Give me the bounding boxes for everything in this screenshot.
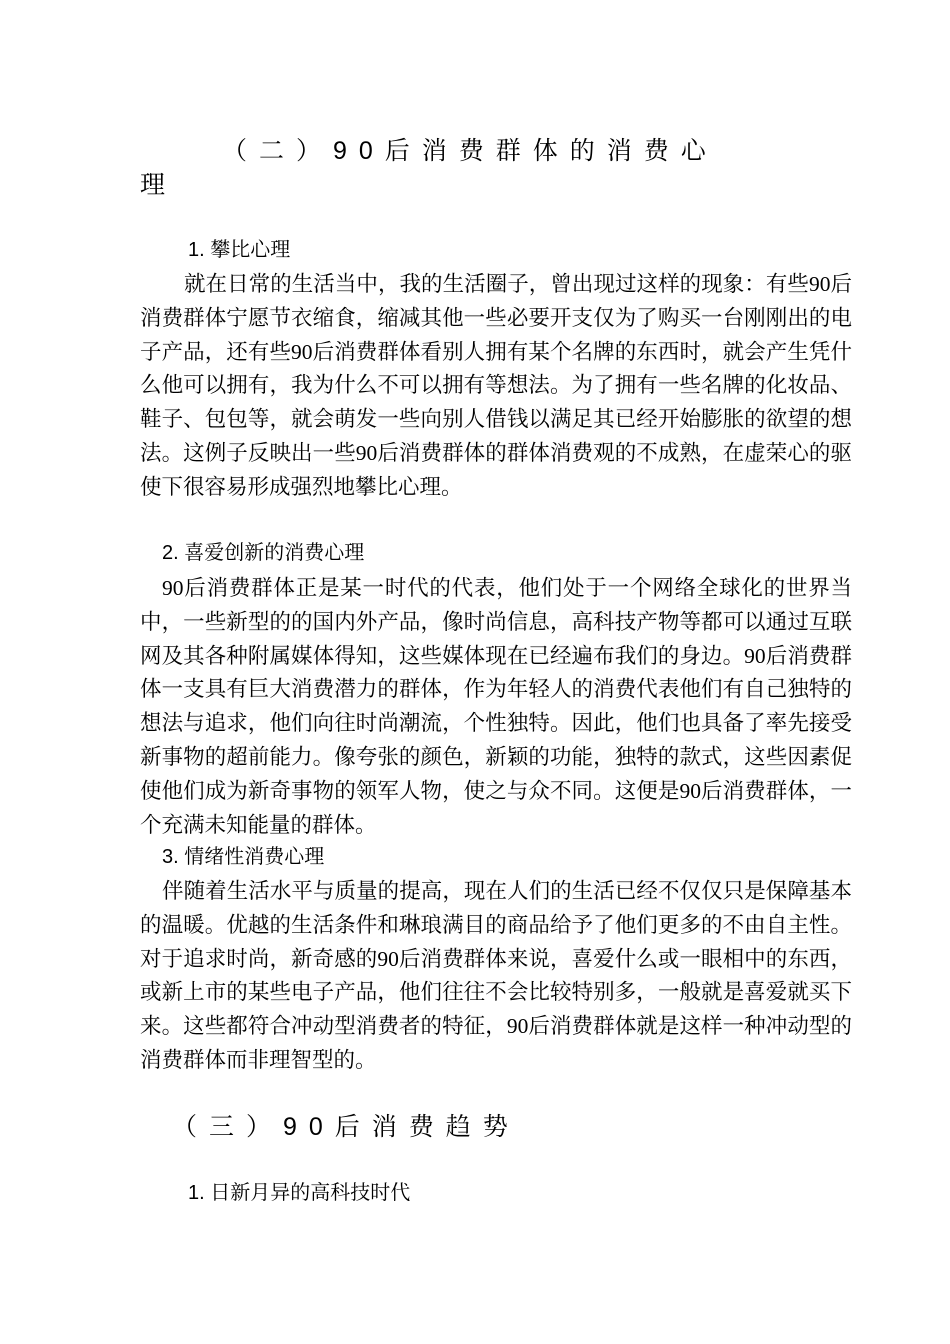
subsection-3-title: 3. 情绪性消费心理 (162, 846, 325, 868)
section-2-heading-line-2: 理 (140, 171, 178, 199)
subsection-3-paragraph: 伴随着生活水平与质量的提高，现在人们的生活已经不仅仅只是保障基本的温暖。优越的生活条件和琳琅满目的商品给予了他们更多的不由自主性。对于追求时尚，新奇感的90后消费群体来说，喜爱什么或一眼相中的东西，或新上市的某些电子产品，他们往往不会比较特别多，一般就是喜爱就买下来。这些都符合冲动型消费者的特征，90后消费群体就是这样一种冲动型的消费群体而非理智型的。 (140, 879, 852, 1072)
section-3-heading: （三）90后消费趋势 (172, 1113, 520, 1141)
subsection-1-title: 1. 攀比心理 (188, 239, 291, 261)
subsection-1-paragraph: 就在日常的生活当中，我的生活圈子，曾出现过这样的现象：有些90后消费群体宁愿节衣缩食，缩减其他一些必要开支仅为了购买一台刚刚出的电子产品，还有些90后消费群体看别人拥有某个名牌的东西时，就会产生凭什么他可以拥有，我为什么不可以拥有等想法。为了拥有一些名牌的化妆品、鞋子、包包等，就会萌发一些向别人借钱以满足其已经开始膨胀的欲望的想法。这例子反映出一些90后消费群体的群体消费观的不成熟，在虚荣心的驱使下很容易形成强烈地攀比心理。 (140, 272, 852, 499)
section-2-heading-line-1: （二）90后消费群体的消费心 (222, 137, 718, 165)
section-3-subsection-1-title: 1. 日新月异的高科技时代 (188, 1182, 411, 1204)
subsection-2-title: 2. 喜爱创新的消费心理 (162, 542, 365, 564)
subsection-2-paragraph: 90后消费群体正是某一时代的代表，他们处于一个网络全球化的世界当中，一些新型的的国内外产品，像时尚信息，高科技产物等都可以通过互联网及其各种附属媒体得知，这些媒体现在已经遍布我们的身边。90后消费群体一支具有巨大消费潜力的群体，作为年轻人的消费代表他们有自己独特的想法与追求，他们向往时尚潮流，个性独特。因此，他们也具备了率先接受新事物的超前能力。像夸张的颜色，新颖的功能，独特的款式，这些因素促使他们成为新奇事物的领军人物，使之与众不同。这便是90后消费群体，一个充满未知能量的群体。 (140, 576, 852, 837)
